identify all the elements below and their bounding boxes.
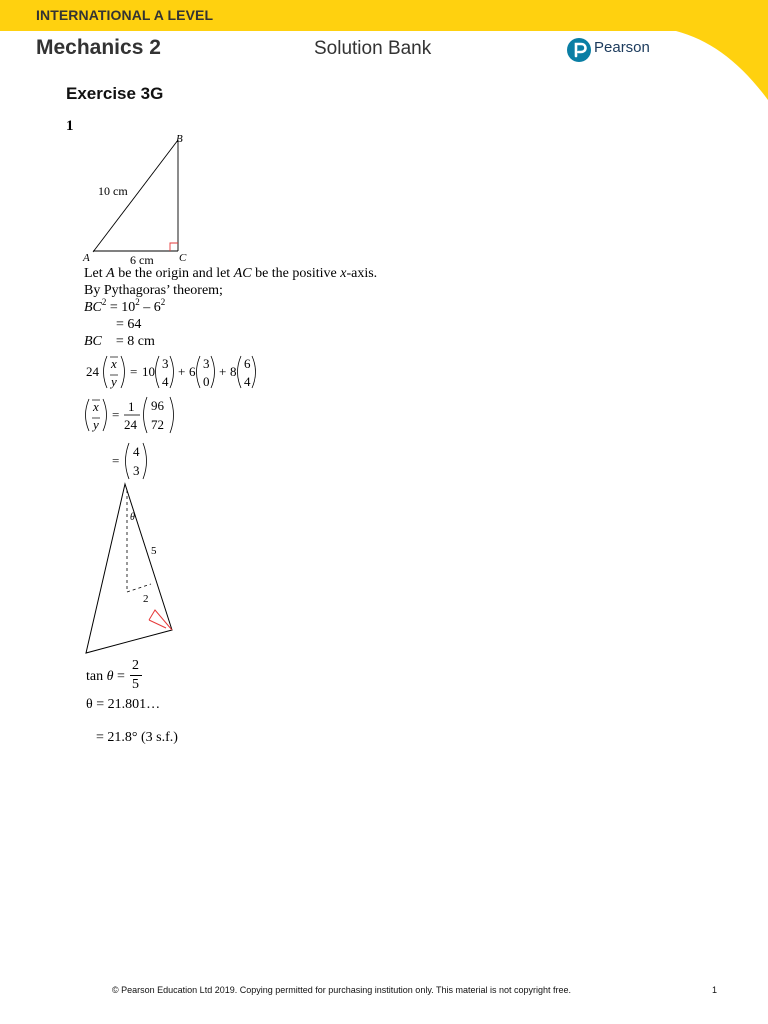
triangle-diagram	[80, 130, 210, 268]
svg-text:3: 3	[133, 463, 140, 478]
solution-bank-label: Solution Bank	[314, 38, 432, 59]
bc-squared-line: $BC^2 = 10^2 - 6^2$	[84, 297, 166, 315]
label-vertex-b: B	[176, 133, 183, 145]
pearson-logo	[566, 37, 676, 63]
bc-squared-value: = 64	[116, 317, 142, 332]
label-vertex-a: A	[83, 252, 90, 264]
final-answer: = 21.8° (3 s.f.)	[96, 730, 178, 745]
paren	[104, 356, 108, 388]
svg-text:72: 72	[151, 417, 164, 432]
svg-text:24: 24	[124, 417, 137, 432]
eq2-xbar: x	[93, 399, 99, 414]
svg-text:3: 3	[203, 356, 210, 371]
eq1-coef-10: 10	[142, 364, 155, 379]
label-hypotenuse: 10 cm	[98, 184, 128, 198]
eq1-ybar: y	[111, 374, 117, 389]
series-label: INTERNATIONAL A LEVEL	[36, 7, 214, 23]
right-angle-mark	[170, 243, 178, 251]
pythagoras-statement: By Pythagoras’ theorem;	[84, 283, 223, 298]
eq1-coef-8: 8	[230, 364, 237, 379]
svg-text:4: 4	[244, 374, 251, 389]
label-theta: θ	[130, 512, 135, 523]
svg-text:=: =	[112, 407, 120, 422]
svg-text:4: 4	[133, 444, 140, 459]
eq2-ybar: y	[93, 417, 99, 432]
svg-text:+: +	[178, 364, 186, 379]
label-vertex-c: C	[179, 252, 187, 264]
svg-text:96: 96	[151, 398, 164, 413]
svg-text:+: +	[219, 364, 227, 379]
book-title: Mechanics 2	[36, 36, 161, 59]
svg-text:4: 4	[162, 374, 169, 389]
exercise-title: Exercise 3G	[66, 84, 164, 103]
division-equation	[80, 393, 200, 437]
svg-text:=: =	[130, 364, 138, 379]
pearson-logo-text: Pearson	[594, 39, 650, 56]
eq1-xbar: x	[111, 356, 117, 371]
label-side-2: 2	[143, 593, 149, 605]
svg-text:3: 3	[162, 356, 169, 371]
svg-text:1: 1	[128, 399, 135, 414]
centre-of-mass-equation	[80, 350, 290, 394]
theta-value: θ = 21.801…	[86, 697, 161, 712]
result-vector	[110, 439, 160, 483]
tan-numerator: 2	[132, 658, 139, 673]
copyright-note: © Pearson Education Ltd 2019. Copying permitted for purchasing institution only. This material is not copyright free.	[112, 985, 572, 995]
suspended-lamina-diagram	[80, 478, 180, 658]
svg-text:6: 6	[244, 356, 251, 371]
label-base: 6 cm	[130, 253, 154, 267]
question-number: 1	[66, 118, 74, 134]
tan-denominator: 5	[132, 677, 139, 692]
tan-equation: tan θ = 2 5	[86, 658, 166, 694]
svg-text:=: =	[112, 453, 120, 468]
page-number: 1	[712, 985, 718, 995]
eq1-coef-6: 6	[189, 364, 196, 379]
origin-statement: Let A be the origin and let AC be the positive x-axis.	[84, 266, 378, 281]
pearson-logo-icon	[566, 37, 592, 63]
horizontal-dashed	[127, 584, 151, 592]
eq1-coef-24: 24	[86, 364, 99, 379]
fraction-bar	[130, 675, 142, 676]
svg-text:0: 0	[203, 374, 210, 389]
lamina-outline	[86, 484, 172, 653]
bc-value-line: BC = 8 cm	[84, 334, 155, 349]
label-side-5: 5	[151, 545, 157, 557]
